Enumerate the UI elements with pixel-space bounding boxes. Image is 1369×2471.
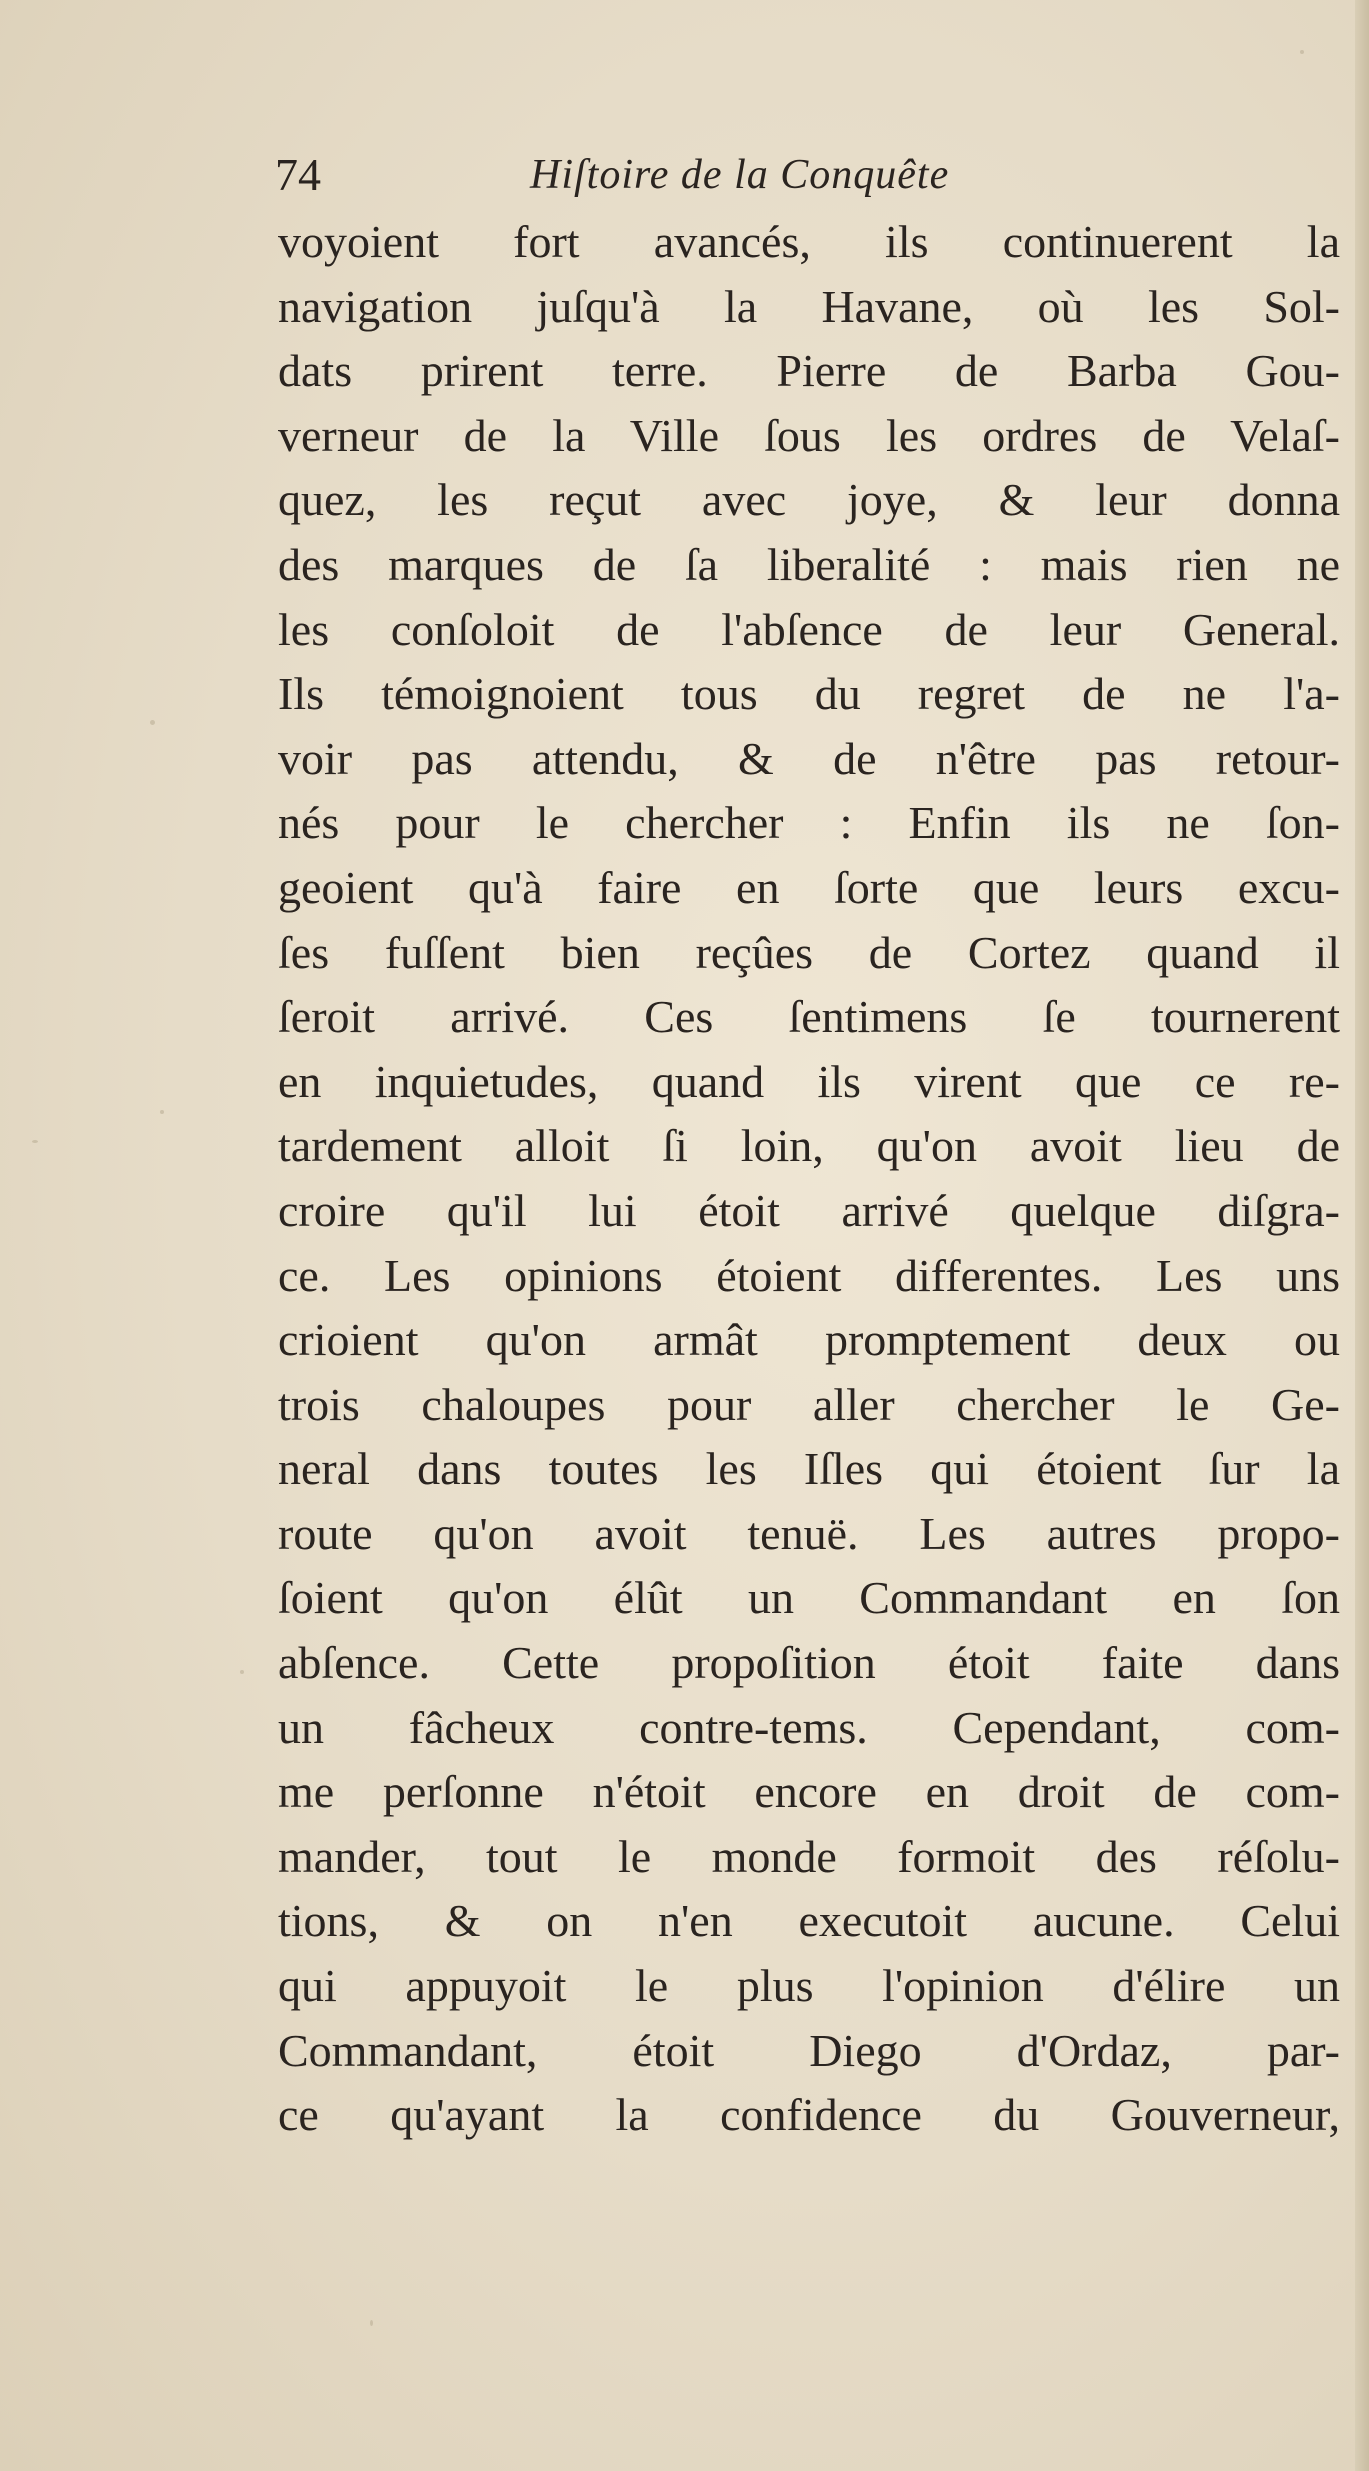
paper-speck (240, 1670, 244, 1674)
text-line: neral dans toutes les Iſles qui étoient ſur la (278, 1443, 1340, 1495)
paper-speck (1300, 50, 1304, 54)
running-title: Hiſtoire de la Conquête (530, 152, 950, 198)
text-line: ſeroit arrivé. Ces ſentimens ſe tournerent (278, 991, 1340, 1043)
paper-speck (150, 720, 155, 725)
text-line: ſes fuſſent bien reçûes de Cortez quand il (278, 926, 1340, 978)
text-line: les conſoloit de l'abſence de leur General. (278, 603, 1340, 655)
text-line: abſence. Cette propoſition étoit faite dans (278, 1637, 1340, 1689)
paper-speck (160, 1110, 164, 1114)
text-line: Ils témoignoient tous du regret de ne l'a- (278, 668, 1340, 720)
body-text (278, 210, 1340, 2148)
text-line: ce. Les opinions étoient differentes. Les uns (278, 1249, 1340, 1301)
text-line: un fâcheux contre-tems. Cependant, com- (278, 1701, 1340, 1753)
text-line: mander, tout le monde formoit des réſolu- (278, 1830, 1340, 1882)
text-line: navigation juſqu'à la Havane, où les Sol- (278, 280, 1340, 332)
text-line: geoient qu'à faire en ſorte que leurs excu- (278, 861, 1340, 913)
text-line: qui appuyoit le plus l'opinion d'élire un (278, 1960, 1340, 2012)
text-line: ce qu'ayant la confidence du Gouverneur, (278, 2089, 1340, 2141)
text-line: croire qu'il lui étoit arrivé quelque diſgra- (278, 1184, 1340, 1236)
text-line: nés pour le chercher : Enfin ils ne ſon- (278, 797, 1340, 849)
text-line: tions, & on n'en executoit aucune. Celui (278, 1895, 1340, 1947)
page-number: 74 (275, 149, 321, 200)
page-edge-shadow (1355, 0, 1369, 2471)
text-line: trois chaloupes pour aller chercher le Ge- (278, 1378, 1340, 1430)
paper-speck (370, 2320, 373, 2326)
text-line: en inquietudes, quand ils virent que ce re- (278, 1055, 1340, 1107)
text-line: voyoient fort avancés, ils continuerent la (278, 216, 1340, 267)
text-line: voir pas attendu, & de n'être pas retour- (278, 732, 1340, 784)
text-line: quez, les reçut avec joye, & leur donna (278, 474, 1340, 526)
text-line: crioient qu'on armât promptement deux ou (278, 1314, 1340, 1366)
text-line: ſoient qu'on élût un Commandant en ſon (278, 1572, 1340, 1624)
page-header (275, 140, 1175, 210)
text-line: verneur de la Ville ſous les ordres de Velaſ- (278, 409, 1340, 461)
text-line: tardement alloit ſi loin, qu'on avoit lieu de (278, 1120, 1340, 1172)
text-line: des marques de ſa liberalité : mais rien ne (278, 538, 1340, 590)
text-line: me perſonne n'étoit encore en droit de com- (278, 1766, 1340, 1818)
text-line: dats prirent terre. Pierre de Barba Gou- (278, 345, 1340, 397)
paper-speck (32, 1140, 38, 1143)
text-line: Commandant, étoit Diego d'Ordaz, par- (278, 2024, 1340, 2076)
text-line: route qu'on avoit tenuë. Les autres propo- (278, 1507, 1340, 1559)
